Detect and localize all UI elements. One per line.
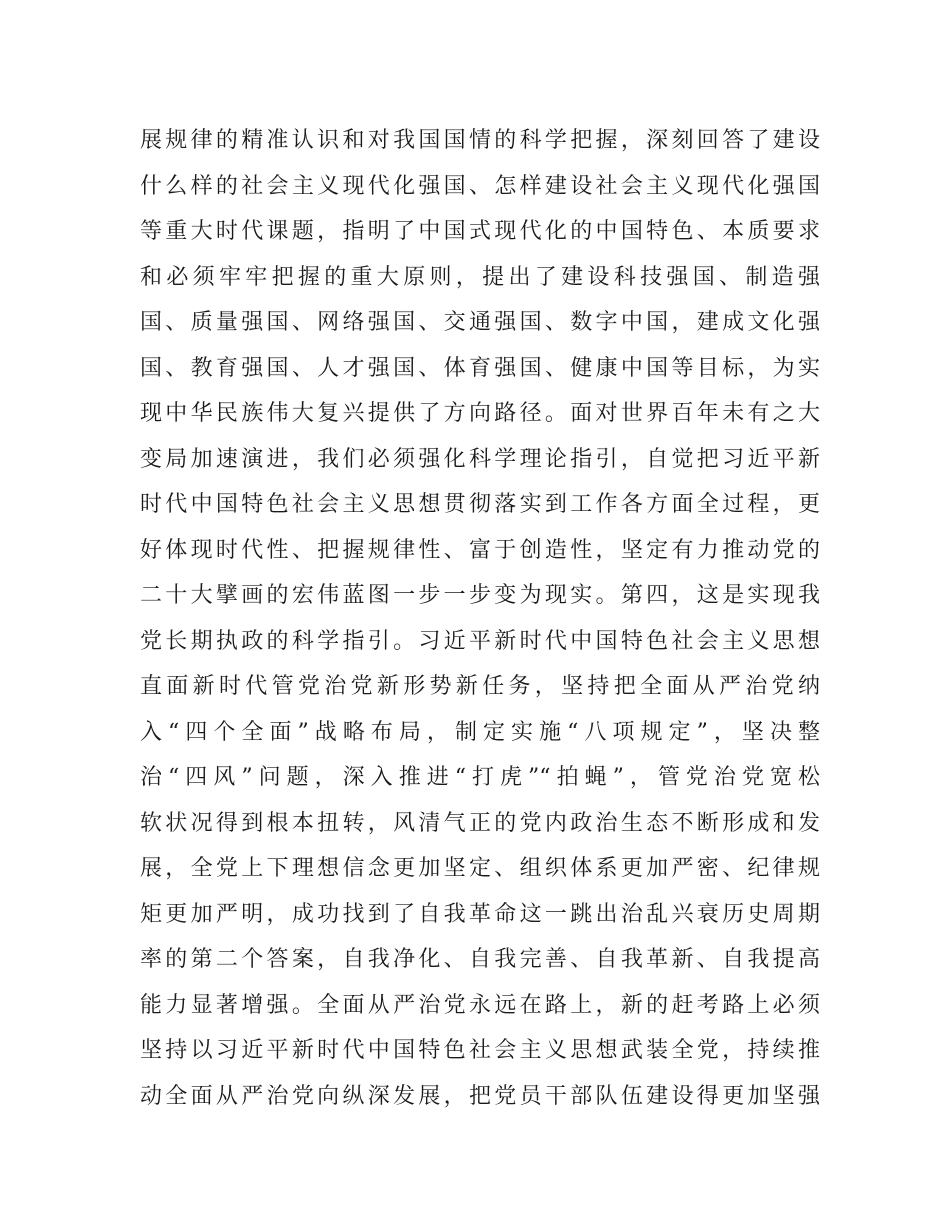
text-line: 现中华民族伟大复兴提供了方向路径。面对世界百年未有之大 bbox=[140, 401, 820, 426]
text-line: 坚持以习近平新时代中国特色社会主义思想武装全党，持续推 bbox=[140, 1038, 820, 1063]
text-line: 国、教育强国、人才强国、体育强国、健康中国等目标，为实 bbox=[140, 355, 820, 381]
text-line: 能力显著增强。全面从严治党永远在路上，新的赶考路上必须 bbox=[140, 992, 820, 1018]
text-line: 二十大擘画的宏伟蓝图一步一步变为现实。第四，这是实现我 bbox=[140, 583, 820, 608]
text-line: 率的第二个答案，自我净化、自我完善、自我革新、自我提高 bbox=[140, 947, 820, 972]
text-line: 变局加速演进，我们必须强化科学理论指引，自觉把习近平新 bbox=[140, 446, 820, 472]
text-line: 展规律的精准认识和对我国国情的科学把握，深刻回答了建设 bbox=[140, 128, 820, 153]
text-line: 国、质量强国、网络强国、交通强国、数字中国，建成文化强 bbox=[140, 310, 820, 335]
text-line: 时代中国特色社会主义思想贯彻落实到工作各方面全过程，更 bbox=[140, 492, 820, 517]
text-line: 矩更加严明，成功找到了自我革命这一跳出治乱兴衰历史周期 bbox=[140, 901, 820, 927]
text-line: 和必须牢牢把握的重大原则，提出了建设科技强国、制造强 bbox=[140, 264, 820, 290]
text-line: 什么样的社会主义现代化强国、怎样建设社会主义现代化强国 bbox=[140, 173, 820, 199]
text-line: 软状况得到根本扭转，风清气正的党内政治生态不断形成和发 bbox=[140, 810, 820, 836]
text-line: 好体现时代性、把握规律性、富于创造性，坚定有力推动党的 bbox=[140, 537, 820, 563]
text-line: 党长期执政的科学指引。习近平新时代中国特色社会主义思想 bbox=[140, 628, 820, 654]
text-line: 治“四风”问题，深入推进“打虎”“拍蝇”，管党治党宽松 bbox=[140, 765, 820, 790]
text-line: 入“四个全面”战略布局，制定实施“八项规定”，坚决整 bbox=[140, 719, 820, 745]
text-line: 动全面从严治党向纵深发展，把党员干部队伍建设得更加坚强 bbox=[140, 1083, 820, 1109]
text-line: 等重大时代课题，指明了中国式现代化的中国特色、本质要求 bbox=[140, 219, 820, 244]
body-paragraph bbox=[140, 118, 820, 1119]
text-line: 展，全党上下理想信念更加坚定、组织体系更加严密、纪律规 bbox=[140, 856, 820, 881]
text-line: 直面新时代管党治党新形势新任务，坚持把全面从严治党纳 bbox=[140, 674, 820, 699]
